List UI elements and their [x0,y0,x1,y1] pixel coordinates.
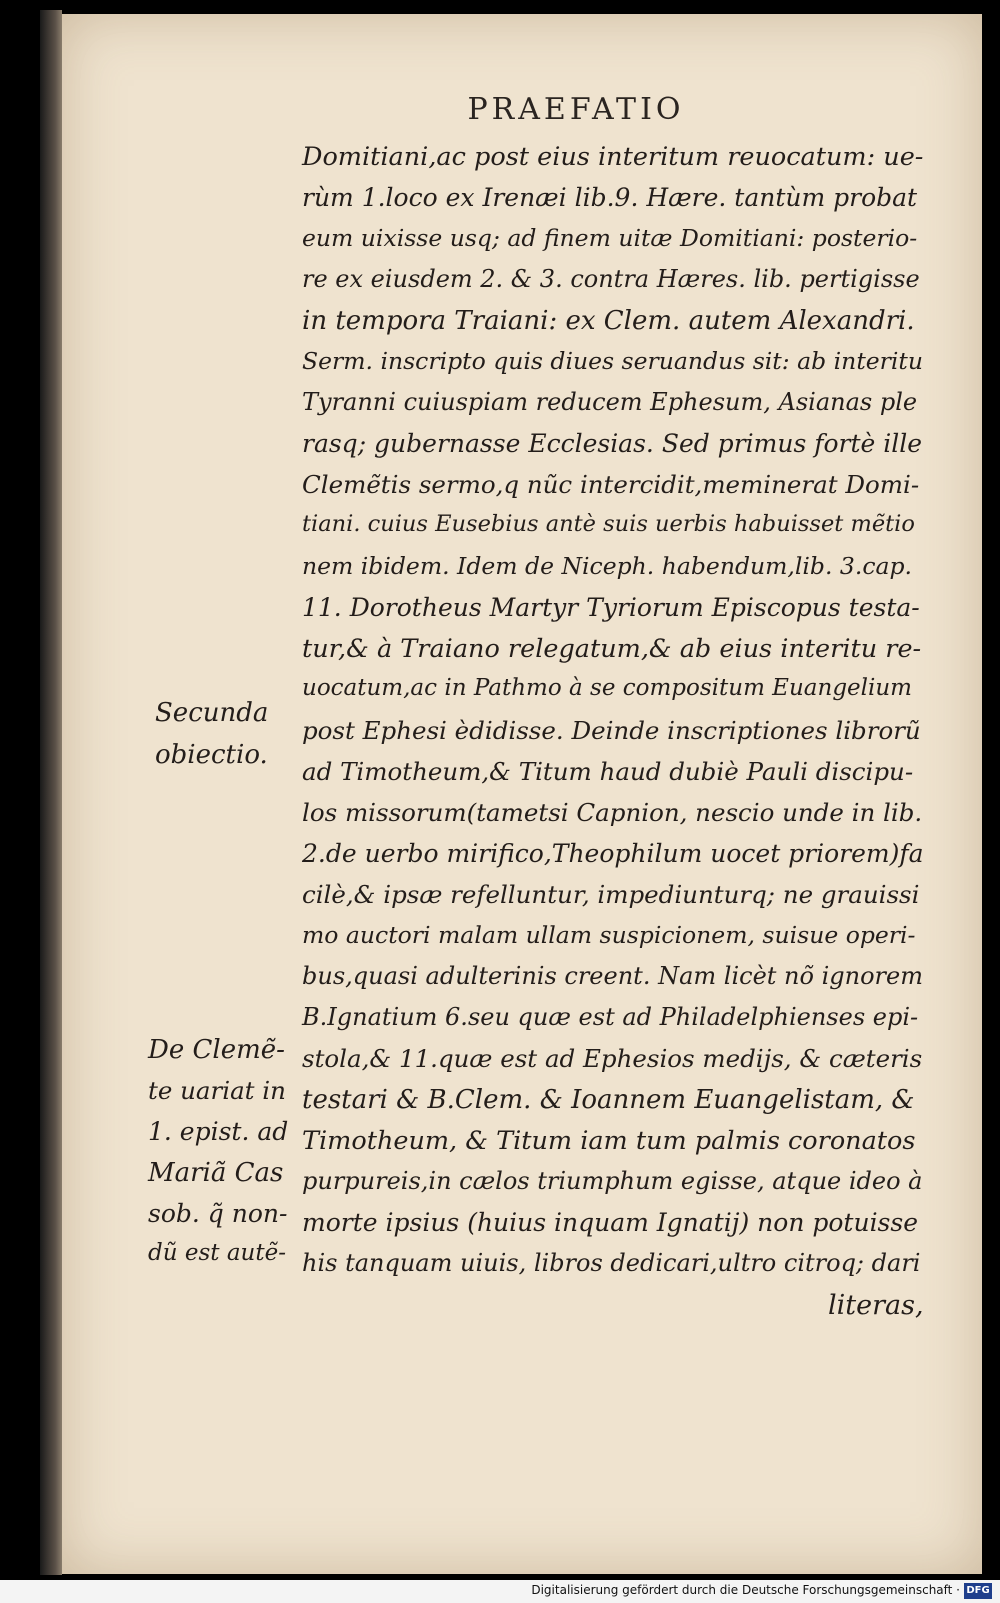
text-line: morte ipsius (huius inquam Ignatij) non potuisse [302,1208,919,1237]
text-line: ad Timotheum,& Titum haud dubiè Pauli discipu- [302,757,914,786]
margin-note-secunda-2: obiectio. [155,740,268,770]
text-line: 11. Dorotheus Martyr Tyriorum Episcopus testa- [302,593,920,622]
text-line: Timotheum, & Titum iam tum palmis coronatos [302,1126,916,1156]
margin-note-secunda-1: Secunda [155,698,269,728]
text-line: tur,& à Traiano relegatum,& ab eius interitu re- [302,634,922,664]
margin-note-clemens-5: sob. q̃ non- [148,1199,288,1228]
text-line: testari & B.Clem. & Ioannem Euangelistam, & [302,1085,915,1115]
book-gutter [40,10,62,1575]
text-line: Domitiani,ac post eius interitum reuocatum: ue- [302,142,924,172]
margin-note-clemens-6: dũ est autẽ- [148,1240,286,1266]
text-line: rasq; gubernasse Ecclesias. Sed primus fortè ille [302,429,923,458]
text-line: rùm 1.loco ex Irenæi lib.9. Hære. tantùm probat [302,183,918,212]
text-line: Clemẽtis sermo,q nũc intercidit,meminerat Domi- [302,470,920,499]
margin-note-clemens-2: te uariat in [148,1076,286,1105]
footer-bar [0,1580,1000,1603]
text-line: post Ephesi èdidisse. Deinde inscriptiones librorũ [302,716,921,745]
text-line: bus,quasi adulterinis creent. Nam licèt nõ ignorem [302,962,923,990]
margin-note-clemens-1: De Clemẽ- [148,1035,285,1065]
text-line: stola,& 11.quæ est ad Ephesios medijs, & cæteris [302,1044,923,1073]
dfg-logo: DFG [964,1583,992,1599]
text-line: in tempora Traiani: ex Clem. autem Alexandri. [302,306,915,336]
text-line: cilè,& ipsæ refelluntur, impediunturq; ne grauissi [302,880,920,909]
text-line: B.Ignatium 6.seu quæ est ad Philadelphienses epi- [302,1003,919,1031]
margin-note-clemens-3: 1. epist. ad [148,1117,289,1146]
running-head: PRAEFATIO [467,92,685,127]
margin-note-clemens-4: Mariã Cas [148,1158,284,1188]
text-line: eum uixisse usq; ad finem uitæ Domitiani: posterio- [302,224,918,252]
text-line: re ex eiusdem 2. & 3. contra Hæres. lib. pertigisse [302,265,920,293]
text-line: purpureis,in cælos triumphum egisse, atque ideo à [302,1167,923,1195]
text-line: mo auctori malam ullam suspicionem, suisue operi- [302,921,916,949]
text-line: Tyranni cuiuspiam reducem Ephesum, Asianas ple [302,388,918,416]
footer-credit: Digitalisierung gefördert durch die Deutsche Forschungsgemeinschaft · [531,1583,960,1597]
text-line: 2.de uerbo mirifico,Theophilum uocet priorem)fa [302,839,924,868]
text-line: literas, [828,1290,924,1321]
text-line: los missorum(tametsi Capnion, nescio unde in lib. [302,798,923,827]
text-line: his tanquam uiuis, libros dedicari,ultro citroq; dari [302,1249,921,1277]
text-line: uocatum,ac in Pathmo à se compositum Euangelium [302,675,912,701]
text-line: Serm. inscripto quis diues seruandus sit: ab interitu [302,347,923,375]
text-line: tiani. cuius Eusebius antè suis uerbis habuisset mẽtio [302,511,915,537]
text-line: nem ibidem. Idem de Niceph. habendum,lib. 3.cap. [302,552,913,580]
